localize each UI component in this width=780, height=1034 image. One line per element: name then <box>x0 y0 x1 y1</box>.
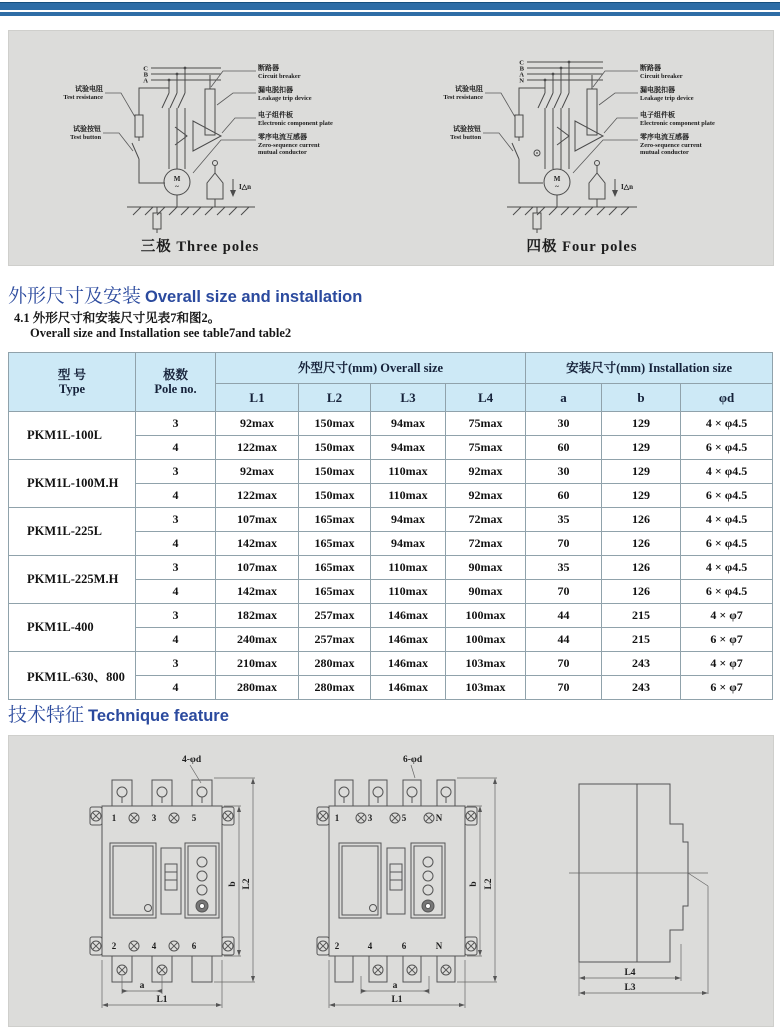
table-row <box>9 508 773 532</box>
dimension-cell: 75max <box>446 436 526 460</box>
dimension-cell: 92max <box>446 484 526 508</box>
dim-l3-label: L3 <box>624 983 636 993</box>
terminal-2: 2 <box>334 941 340 951</box>
dimension-cell: 4 × φ4.5 <box>681 460 773 484</box>
test-resistance-label-en: Test resistance <box>63 94 103 101</box>
zero-sequence-label-en2: mutual conductor <box>258 149 307 156</box>
terminal-n-top: N <box>435 813 443 823</box>
hole-spec-label: 4-φd <box>182 755 202 765</box>
dimension-cell: 4 × φ7 <box>681 604 773 628</box>
dimension-cell: 280max <box>216 676 299 700</box>
dimension-cell: 146max <box>371 652 446 676</box>
col-header-l1: L1 <box>216 384 299 412</box>
dimension-cell: 60 <box>526 436 602 460</box>
terminal-3: 3 <box>367 813 373 823</box>
test-button-label-en: Test button <box>450 134 481 141</box>
terminal-1: 1 <box>111 813 117 823</box>
leakage-trip-label-en: Leakage trip device <box>258 95 312 102</box>
col-header-a: a <box>526 384 602 412</box>
hole-spec-label: 6-φd <box>403 755 423 765</box>
dimension-cell: 100max <box>446 604 526 628</box>
model-type-cell: PKM1L-400 <box>9 604 136 652</box>
dimension-cell: 110max <box>371 484 446 508</box>
pole-count-cell: 4 <box>136 484 216 508</box>
dimension-cell: 257max <box>299 628 371 652</box>
terminal-6: 6 <box>191 941 197 951</box>
dimension-cell: 92max <box>216 412 299 436</box>
terminal-6: 6 <box>401 941 407 951</box>
terminal-4: 4 <box>367 941 373 951</box>
terminal-3: 3 <box>151 813 157 823</box>
dim-l2-label: L2 <box>484 878 494 890</box>
dimension-cell: 92max <box>446 460 526 484</box>
dimension-cell: 72max <box>446 532 526 556</box>
col-header-type-en: Type <box>58 382 86 396</box>
table-row <box>9 460 773 484</box>
dimension-cell: 280max <box>299 652 371 676</box>
table-row <box>9 604 773 628</box>
terminal-1: 1 <box>334 813 340 823</box>
dimension-cell: 30 <box>526 412 602 436</box>
dimension-cell: 150max <box>299 484 371 508</box>
dimension-cell: 126 <box>602 508 681 532</box>
col-header-b: b <box>602 384 681 412</box>
leakage-trip-label-zh: 漏电脱扣器 <box>640 86 675 94</box>
leak-current-label: I△n <box>239 183 252 191</box>
three-pole-caption: 三极 Three poles <box>140 239 260 255</box>
size-table-body <box>9 412 773 700</box>
col-header-pole <box>136 353 216 412</box>
three-pole-schematic <box>9 31 391 235</box>
dimension-cell: 150max <box>299 460 371 484</box>
four-pole-caption: 四极 Four poles <box>526 239 638 255</box>
dimension-cell: 103max <box>446 652 526 676</box>
wiring-diagram-panel <box>8 30 774 266</box>
motor-symbol: M <box>173 175 181 183</box>
dimension-cell: 44 <box>526 604 602 628</box>
dimension-cell: 110max <box>371 556 446 580</box>
dimension-cell: 60 <box>526 484 602 508</box>
model-type-cell: PKM1L-225M.H <box>9 556 136 604</box>
dimension-cell: 210max <box>216 652 299 676</box>
dim-l1-label: L1 <box>156 995 168 1005</box>
test-button-label-zh: 试验按钮 <box>73 125 101 133</box>
terminal-5: 5 <box>401 813 407 823</box>
side-view-drawing <box>544 748 769 1014</box>
dimension-cell: 6 × φ4.5 <box>681 484 773 508</box>
test-resistance-label-en: Test resistance <box>443 94 483 101</box>
zero-sequence-label-en: Zero-sequence current <box>258 142 320 149</box>
circuit-breaker-label-zh: 断路器 <box>640 64 661 72</box>
pole-count-cell: 3 <box>136 460 216 484</box>
size-table <box>8 352 773 700</box>
dimension-cell: 165max <box>299 580 371 604</box>
phase-label: B <box>519 65 524 73</box>
dimension-cell: 146max <box>371 628 446 652</box>
dimension-cell: 90max <box>446 580 526 604</box>
dimension-cell: 150max <box>299 436 371 460</box>
pole-count-cell: 4 <box>136 628 216 652</box>
phase-label: A <box>519 71 524 79</box>
dimension-cell: 215 <box>602 628 681 652</box>
dim-a-label: a <box>139 981 145 991</box>
dimension-cell: 4 × φ7 <box>681 652 773 676</box>
dimension-cell: 107max <box>216 556 299 580</box>
dimension-cell: 150max <box>299 412 371 436</box>
dimension-cell: 129 <box>602 436 681 460</box>
dimension-cell: 129 <box>602 484 681 508</box>
dimension-cell: 70 <box>526 580 602 604</box>
dimension-cell: 257max <box>299 604 371 628</box>
model-type-cell: PKM1L-100M.H <box>9 460 136 508</box>
front-view-4pole-drawing <box>299 748 514 1014</box>
component-plate-label-en: Electronic component plate <box>640 120 715 127</box>
dimension-cell: 6 × φ4.5 <box>681 532 773 556</box>
overall-size-heading-zh: 外形尺寸及安装 <box>8 286 142 307</box>
dimension-cell: 165max <box>299 508 371 532</box>
technical-drawing-panel <box>8 735 774 1027</box>
dimension-cell: 35 <box>526 508 602 532</box>
overall-size-heading <box>8 281 362 307</box>
zero-sequence-label-en: Zero-sequence current <box>640 142 702 149</box>
dimension-cell: 243 <box>602 652 681 676</box>
leak-current-label: I△n <box>621 183 634 191</box>
dimension-cell: 94max <box>371 532 446 556</box>
dimension-cell: 94max <box>371 436 446 460</box>
dimension-cell: 70 <box>526 652 602 676</box>
pole-count-cell: 3 <box>136 508 216 532</box>
dimension-cell: 215 <box>602 604 681 628</box>
terminal-5: 5 <box>191 813 197 823</box>
dimension-cell: 6 × φ4.5 <box>681 436 773 460</box>
dim-a-label: a <box>392 981 398 991</box>
dimension-cell: 126 <box>602 556 681 580</box>
dimension-cell: 4 × φ4.5 <box>681 508 773 532</box>
zero-sequence-label-en2: mutual conductor <box>640 149 689 156</box>
test-resistance-label-zh: 试验电阻 <box>455 85 483 93</box>
dimension-cell: 4 × φ4.5 <box>681 412 773 436</box>
circuit-breaker-label-en: Circuit breaker <box>640 73 683 80</box>
pole-count-cell: 4 <box>136 436 216 460</box>
test-button-label-en: Test button <box>70 134 101 141</box>
pole-count-cell: 4 <box>136 676 216 700</box>
dimension-cell: 182max <box>216 604 299 628</box>
dimension-cell: 103max <box>446 676 526 700</box>
phase-label: C <box>143 65 148 73</box>
dimension-cell: 30 <box>526 460 602 484</box>
dimension-cell: 146max <box>371 676 446 700</box>
col-header-type-zh: 型 号 <box>57 368 87 382</box>
pole-count-cell: 3 <box>136 604 216 628</box>
terminal-2: 2 <box>111 941 117 951</box>
dimension-cell: 165max <box>299 532 371 556</box>
motor-tilde: ~ <box>175 183 179 191</box>
col-header-overall: 外型尺寸(mm) Overall size <box>216 353 526 384</box>
model-type-cell: PKM1L-100L <box>9 412 136 460</box>
dimension-cell: 142max <box>216 580 299 604</box>
model-type-cell: PKM1L-225L <box>9 508 136 556</box>
circuit-breaker-label-zh: 断路器 <box>258 64 279 72</box>
dimension-cell: 72max <box>446 508 526 532</box>
dimension-cell: 280max <box>299 676 371 700</box>
phase-label: N <box>519 77 524 85</box>
circuit-breaker-label-en: Circuit breaker <box>258 73 301 80</box>
terminal-4: 4 <box>151 941 157 951</box>
motor-symbol: M <box>553 175 561 183</box>
col-header-install: 安装尺寸(mm) Installation size <box>526 353 773 384</box>
pole-count-cell: 4 <box>136 532 216 556</box>
technique-feature-heading <box>8 700 229 726</box>
zero-sequence-label-zh: 零序电流互感器 <box>640 133 689 141</box>
dimension-cell: 90max <box>446 556 526 580</box>
zero-sequence-label-zh: 零序电流互感器 <box>258 133 307 141</box>
dimension-cell: 35 <box>526 556 602 580</box>
dimension-cell: 122max <box>216 484 299 508</box>
dimension-cell: 129 <box>602 460 681 484</box>
four-pole-diagram <box>391 31 773 265</box>
pole-count-cell: 4 <box>136 580 216 604</box>
model-type-cell: PKM1L-630、800 <box>9 652 136 700</box>
table-row <box>9 412 773 436</box>
dimension-cell: 4 × φ4.5 <box>681 556 773 580</box>
col-header-pole-zh: 极数 <box>162 368 188 382</box>
phase-label: C <box>519 59 524 67</box>
col-header-l3: L3 <box>371 384 446 412</box>
dimension-cell: 94max <box>371 508 446 532</box>
technique-feature-heading-en: Technique feature <box>88 707 229 725</box>
dimension-cell: 44 <box>526 628 602 652</box>
dimension-cell: 240max <box>216 628 299 652</box>
test-resistance-label-zh: 试验电阻 <box>75 85 103 93</box>
col-header-l4: L4 <box>446 384 526 412</box>
dimension-cell: 146max <box>371 604 446 628</box>
dimension-cell: 122max <box>216 436 299 460</box>
component-plate-label-zh: 电子组件板 <box>640 111 675 119</box>
pole-count-cell: 3 <box>136 556 216 580</box>
col-header-phid: φd <box>681 384 773 412</box>
dim-b-label: b <box>469 881 479 887</box>
table-note <box>14 311 291 341</box>
dimension-cell: 6 × φ7 <box>681 628 773 652</box>
table-note-en: Overall size and Installation see table7and table2 <box>30 326 292 340</box>
dimension-cell: 126 <box>602 532 681 556</box>
technique-feature-heading-zh: 技术特征 <box>8 705 85 726</box>
dimension-cell: 110max <box>371 580 446 604</box>
dim-l1-label: L1 <box>391 995 403 1005</box>
component-plate-label-zh: 电子组件板 <box>258 111 293 119</box>
top-accent-stripe-1 <box>0 2 780 10</box>
pole-count-cell: 3 <box>136 652 216 676</box>
dimension-cell: 142max <box>216 532 299 556</box>
three-pole-diagram <box>9 31 391 265</box>
table-row <box>9 652 773 676</box>
pole-count-cell: 3 <box>136 412 216 436</box>
dimension-cell: 70 <box>526 532 602 556</box>
dimension-cell: 126 <box>602 580 681 604</box>
dimension-cell: 70 <box>526 676 602 700</box>
dimension-cell: 92max <box>216 460 299 484</box>
leakage-trip-label-zh: 漏电脱扣器 <box>258 86 293 94</box>
col-header-pole-en: Pole no. <box>154 382 197 396</box>
top-accent-stripe-2 <box>0 12 780 16</box>
dimension-cell: 75max <box>446 412 526 436</box>
dim-b-label: b <box>228 881 238 887</box>
terminal-n-bottom: N <box>435 941 443 951</box>
table-row <box>9 556 773 580</box>
col-header-type <box>9 353 136 412</box>
overall-size-heading-en: Overall size and installation <box>145 288 363 306</box>
dimension-cell: 100max <box>446 628 526 652</box>
test-button-label-zh: 试验按钮 <box>453 125 481 133</box>
dimension-cell: 243 <box>602 676 681 700</box>
motor-tilde: ~ <box>555 183 559 191</box>
phase-label: B <box>143 71 148 79</box>
leakage-trip-label-en: Leakage trip device <box>640 95 694 102</box>
dimension-cell: 107max <box>216 508 299 532</box>
table-note-zh: 4.1 外形尺寸和安装尺寸见表7和图2。 <box>14 311 221 325</box>
dimension-cell: 6 × φ7 <box>681 676 773 700</box>
dimension-cell: 110max <box>371 460 446 484</box>
phase-label: A <box>143 77 148 85</box>
dim-l2-label: L2 <box>242 878 252 890</box>
dimension-cell: 94max <box>371 412 446 436</box>
dimension-cell: 165max <box>299 556 371 580</box>
dim-l4-label: L4 <box>624 968 636 978</box>
col-header-l2: L2 <box>299 384 371 412</box>
front-view-3pole-drawing <box>64 748 279 1014</box>
four-pole-schematic <box>391 31 773 235</box>
component-plate-label-en: Electronic component plate <box>258 120 333 127</box>
dimension-cell: 6 × φ4.5 <box>681 580 773 604</box>
dimension-cell: 129 <box>602 412 681 436</box>
